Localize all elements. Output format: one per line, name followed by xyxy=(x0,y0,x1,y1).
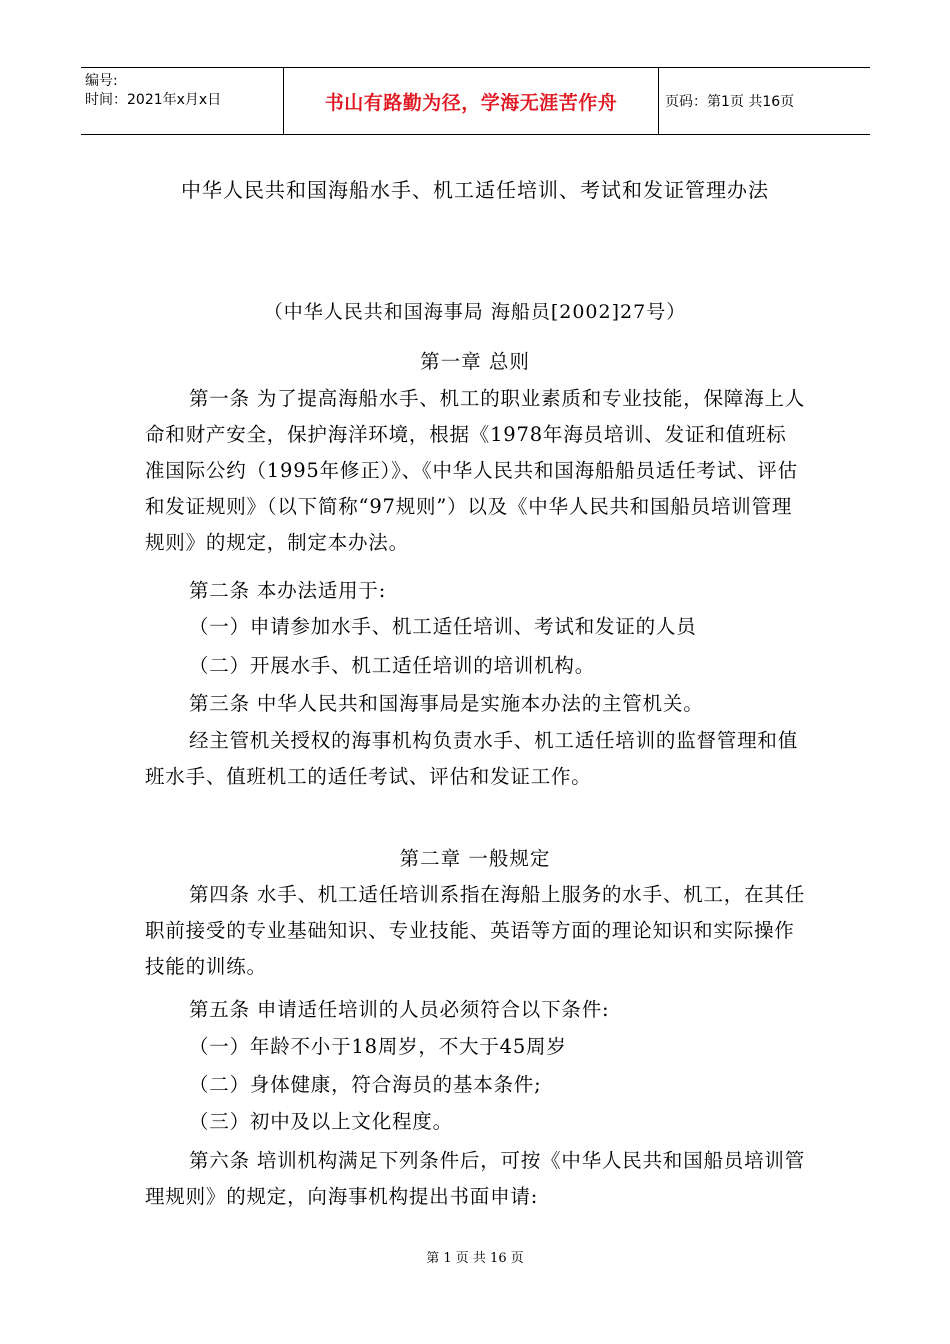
chapter-heading: 第二章 一般规定 xyxy=(399,847,551,870)
time-label: 时间：2021年x月x日 xyxy=(85,92,222,108)
article-5-item-2: （二）身体健康，符合海员的基本条件; xyxy=(189,1073,542,1096)
article-5-item-1: （一）年龄不小于18周岁，不大于45周岁 xyxy=(189,1035,567,1058)
article-5: 第五条 申请适任培训的人员必须符合以下条件: xyxy=(189,998,610,1021)
document-issuer: （中华人民共和国海事局 海船员[2002]27号） xyxy=(263,301,687,323)
article-2-item-2: （二）开展水手、机工适任培训的培训机构。 xyxy=(189,654,596,677)
article-2: 第二条 本办法适用于: xyxy=(189,579,387,602)
page-header xyxy=(81,67,870,135)
page-footer: 第 1 页 共 16 页 xyxy=(426,1251,524,1266)
number-label: 编号: xyxy=(85,73,118,89)
motto-text: 书山有路勤为径，学海无涯苦作舟 xyxy=(324,91,618,114)
chapter-heading: 第一章 总则 xyxy=(420,350,530,373)
page-label: 页码：第1页 共16页 xyxy=(665,94,795,110)
article-4: 第四条 水手、机工适任培训系指在海船上服务的水手、机工，在其任职前接受的专业基础知识、专业技能、英语等方面的理论知识和实际操作技能的训练。 xyxy=(145,883,805,978)
header-motto-cell xyxy=(283,68,659,134)
document-title: 中华人民共和国海船水手、机工适任培训、考试和发证管理办法 xyxy=(181,178,769,202)
article-2-item-1: （一）申请参加水手、机工适任培训、考试和发证的人员 xyxy=(189,615,697,638)
article-3: 第三条 中华人民共和国海事局是实施本办法的主管机关。 xyxy=(189,692,704,715)
article-3-para-2: 经主管机关授权的海事机构负责水手、机工适任培训的监督管理和值班水手、值班机工的适任考试、评估和发证工作。 xyxy=(145,729,799,788)
article-1: 第一条 为了提高海船水手、机工的职业素质和专业技能，保障海上人命和财产安全，保护海洋环境，根据《1978年海员培训、发证和值班标准国际公约（1995年修正）》、《中华人民共和国海船船员适任考试、评估和发证规则》（以下简称“97规则”）以及《中华人民共和国船员培训管理规则》的规定，制定本办法。 xyxy=(145,387,805,554)
article-5-item-3: （三）初中及以上文化程度。 xyxy=(189,1110,453,1133)
header-left-cell xyxy=(81,68,283,134)
article-6: 第六条 培训机构满足下列条件后，可按《中华人民共和国船员培训管理规则》的规定，向海事机构提出书面申请: xyxy=(145,1149,805,1208)
header-page-cell xyxy=(659,68,870,134)
